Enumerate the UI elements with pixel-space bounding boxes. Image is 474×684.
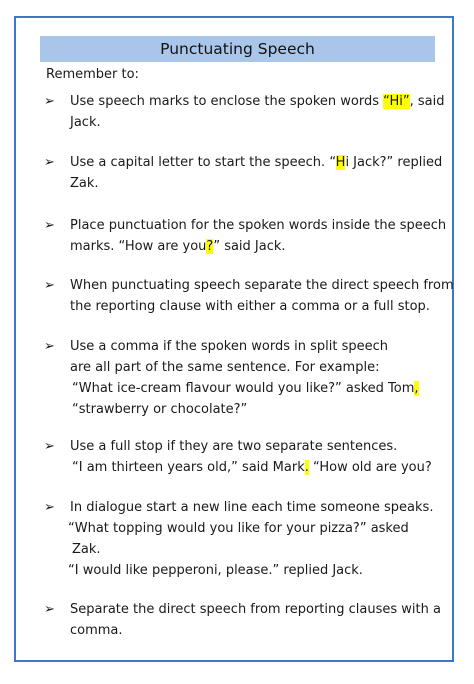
highlighted-punctuation: H — [335, 155, 346, 170]
tip-line — [70, 236, 446, 257]
tip-segment: marks. “How are you — [70, 239, 207, 254]
tip-segment: In dialogue start a new line each time someone speaks. — [70, 500, 434, 515]
tip-segment: “I am thirteen years old,” said Mark — [72, 460, 305, 475]
bullet-arrow-icon: ➢ — [44, 439, 55, 454]
tip-line — [70, 357, 419, 378]
tip-line — [70, 296, 454, 317]
tip-line — [70, 152, 442, 173]
bullet-arrow-icon: ➢ — [44, 339, 55, 354]
tip-segment: Use a comma if the spoken words in split speech — [70, 339, 388, 354]
tip-segment: i Jack?” replied — [345, 155, 443, 170]
tip-segment: Jack. — [70, 115, 101, 130]
tip-line — [70, 620, 441, 641]
highlighted-punctuation: . — [304, 460, 309, 475]
tip-line — [68, 518, 433, 539]
tip-segment: are all part of the same sentence. For example: — [70, 360, 380, 375]
tip-line — [72, 399, 419, 420]
highlighted-punctuation: “Hi” — [383, 94, 410, 109]
tip-line — [70, 91, 445, 112]
tip-segment: the reporting clause with either a comma or a full stop. — [70, 299, 430, 314]
tip-line — [72, 457, 432, 478]
highlighted-punctuation: , — [414, 381, 419, 396]
tip-line — [70, 336, 419, 357]
tip-segment: Use a full stop if they are two separate sentences. — [70, 439, 398, 454]
bullet-arrow-icon: ➢ — [44, 155, 55, 170]
tip-segment: Separate the direct speech from reporting clauses with a — [70, 602, 441, 617]
tip-line — [70, 173, 442, 194]
tip-text — [70, 497, 433, 581]
tip-line — [70, 599, 441, 620]
highlighted-punctuation: ? — [206, 239, 214, 254]
tip-text — [70, 215, 446, 257]
tip-text — [70, 91, 445, 133]
tip-text — [70, 275, 454, 317]
tip-text — [70, 152, 442, 194]
tip-segment: “How old are you? — [308, 460, 432, 475]
tip-text — [70, 336, 419, 420]
tip-segment: comma. — [70, 623, 123, 638]
tip-line — [72, 378, 419, 399]
tip-segment: ” said Jack. — [213, 239, 286, 254]
page-title: Punctuating Speech — [40, 36, 435, 62]
tip-segment: Zak. — [70, 176, 99, 191]
tip-segment: “I would like pepperoni, please.” replied Jack. — [68, 563, 363, 578]
tip-segment: “What ice-cream flavour would you like?” asked Tom — [72, 381, 415, 396]
bullet-arrow-icon: ➢ — [44, 218, 55, 233]
tip-segment: Place punctuation for the spoken words inside the speech — [70, 218, 447, 233]
bullet-arrow-icon: ➢ — [44, 94, 55, 109]
tip-line — [72, 539, 433, 560]
tip-line — [70, 275, 454, 296]
tip-segment: Use a capital letter to start the speech. “ — [70, 155, 336, 170]
tip-line — [70, 215, 446, 236]
tip-segment: Use speech marks to enclose the spoken words — [70, 94, 384, 109]
tip-segment: “strawberry or chocolate?” — [72, 402, 248, 417]
bullet-arrow-icon: ➢ — [44, 500, 55, 515]
tip-line — [68, 560, 433, 581]
tip-segment: , said — [409, 94, 445, 109]
tip-line — [70, 436, 432, 457]
tip-text — [70, 436, 432, 478]
tip-line — [70, 497, 433, 518]
tip-segment: When punctuating speech separate the direct speech from — [70, 278, 454, 293]
intro-label: Remember to: — [46, 67, 139, 82]
bullet-arrow-icon: ➢ — [44, 602, 55, 617]
tip-text — [70, 599, 441, 641]
tip-segment: “What topping would you like for your pizza?” asked — [68, 521, 409, 536]
bullet-arrow-icon: ➢ — [44, 278, 55, 293]
tip-segment: Zak. — [72, 542, 101, 557]
tip-line — [70, 112, 445, 133]
